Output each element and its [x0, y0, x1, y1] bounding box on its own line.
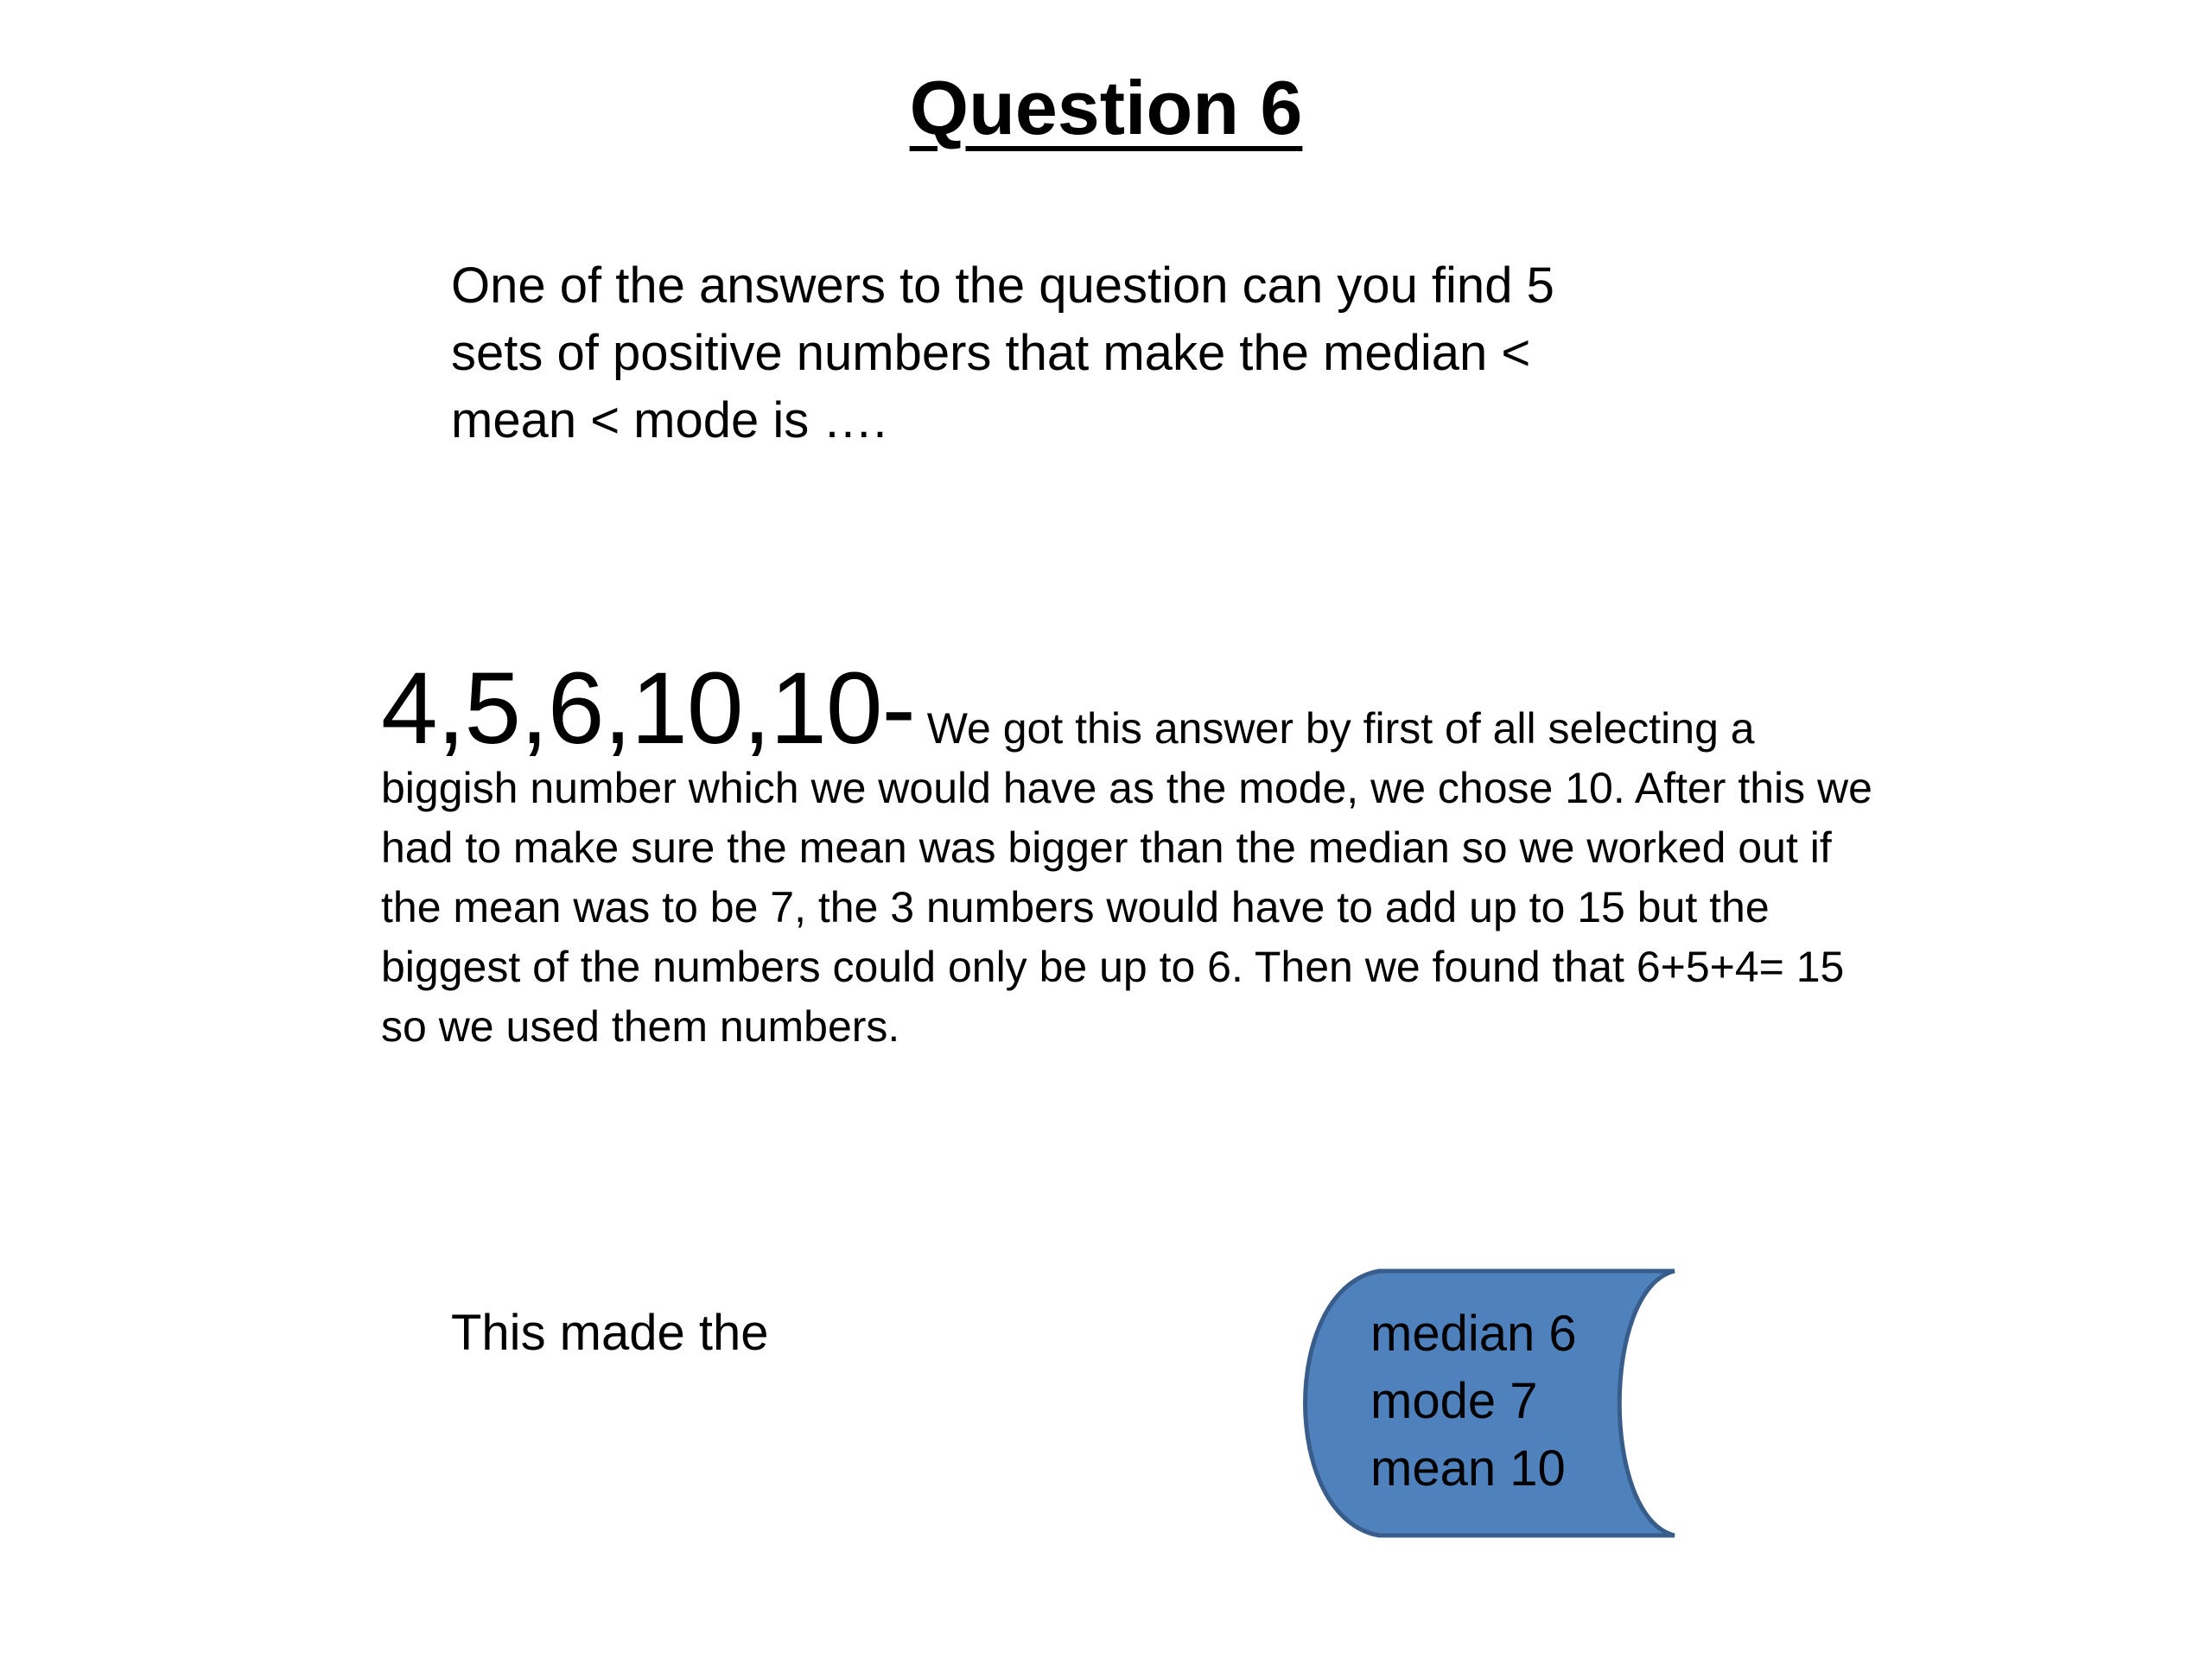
result-line-mean: mean 10 — [1370, 1440, 1566, 1497]
made-the-label: This made the — [451, 1305, 769, 1361]
answer-set: 4,5,6,10,10- — [381, 652, 915, 766]
question-text: One of the answers to the question can you find 5 sets of positive numbers that make the median < mean < mode is …. — [451, 257, 1554, 448]
answer-block — [381, 652, 1902, 1057]
result-shape — [1303, 1268, 1679, 1539]
slide-title: Question 6 — [909, 65, 1303, 150]
result-line-mode: mode 7 — [1370, 1373, 1538, 1429]
result-lines — [1370, 1300, 1577, 1503]
result-line-median: median 6 — [1370, 1306, 1577, 1362]
answer-explanation: We got this answer by first of all selecting a biggish number which we would have as the mode, we chose 10. After this we had to make sure the mean was bigger than the median so we worked out if the mean was to be 7, the 3 numbers would have to add up to 15 but the biggest of the numbers could only be up to 6. Then we found that 6+5+4= 15 so we used them numbers. — [381, 704, 1872, 1051]
